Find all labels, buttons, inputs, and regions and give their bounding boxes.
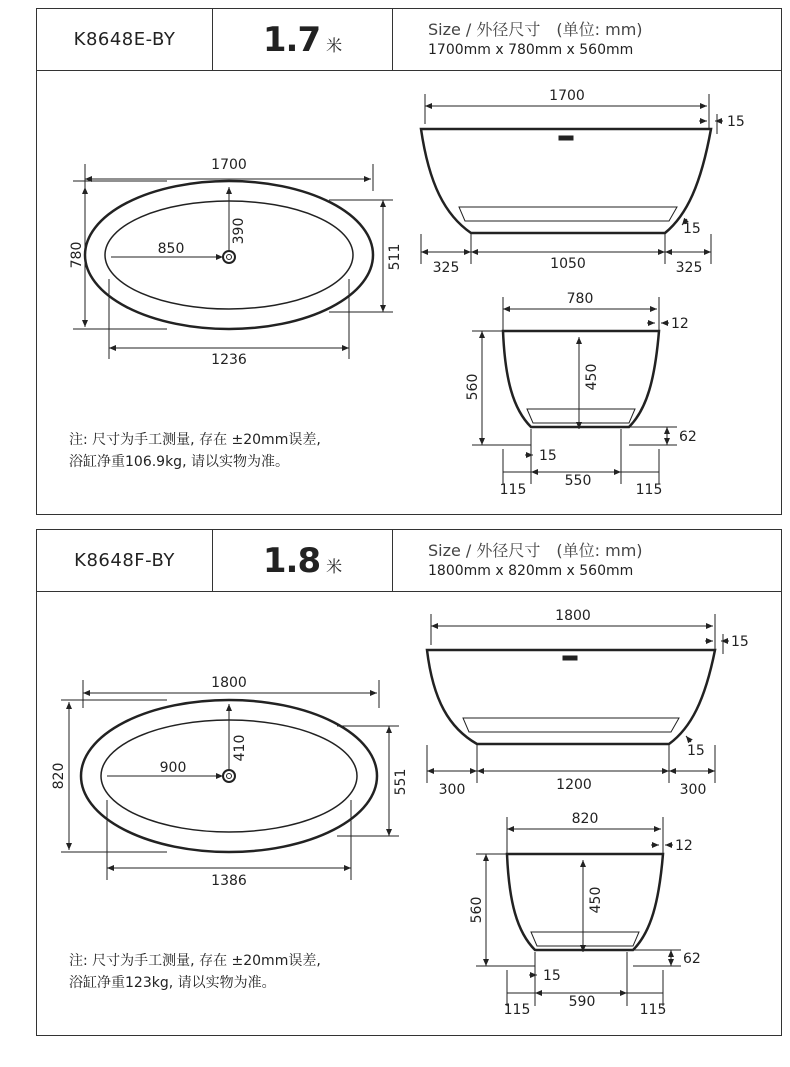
dim-side-middle: 1050: [550, 256, 586, 272]
product-panel-1: [36, 8, 782, 515]
model-number: K8648E-BY: [73, 29, 176, 50]
dim-end-rim: 12: [671, 316, 689, 332]
dim-drain-x: 850: [157, 241, 185, 257]
dim-side-right: 325: [675, 260, 703, 276]
dim-end-foot-height: 62: [679, 429, 697, 445]
dim-end-depth: 450: [584, 363, 600, 391]
note-line-2: 浴缸净重106.9kg, 请以实物为准。: [69, 454, 289, 470]
note-line-1: 注: 尺寸为手工测量, 存在 ±20mm误差,: [69, 953, 321, 969]
note-line-2: 浴缸净重123kg, 请以实物为准。: [69, 975, 276, 991]
dim-end-foot-gap: 15: [539, 448, 557, 464]
dim-end-height: 560: [469, 896, 485, 924]
dim-inner-width: 511: [387, 243, 403, 271]
length-unit: 米: [326, 36, 343, 55]
dim-end-middle: 550: [564, 473, 592, 489]
dim-side-length: 1700: [549, 88, 585, 104]
dim-side-left: 325: [432, 260, 460, 276]
length-value: 1.8: [262, 540, 321, 581]
end-view: [476, 817, 681, 1006]
product-panel-2: [36, 529, 782, 1036]
size-label: Size / 外径尺寸 (单位: mm): [428, 20, 643, 39]
dim-end-right: 115: [635, 482, 663, 498]
dim-side-right: 300: [679, 782, 707, 798]
dim-side-foot-gap: 15: [687, 743, 705, 759]
top-view: [73, 164, 393, 359]
model-number: K8648F-BY: [74, 550, 175, 571]
dim-end-left: 115: [499, 482, 527, 498]
length-unit: 米: [326, 557, 343, 576]
dim-side-middle: 1200: [556, 777, 592, 793]
dim-end-width: 820: [571, 811, 599, 827]
dim-end-depth: 450: [588, 886, 604, 914]
dim-end-right: 115: [639, 1002, 667, 1018]
note: [69, 950, 321, 994]
note: [69, 429, 321, 473]
dim-drain-y: 390: [231, 217, 247, 245]
dim-end-foot-height: 62: [683, 951, 701, 967]
dim-end-rim: 12: [675, 838, 693, 854]
dim-side-rim: 15: [731, 634, 749, 650]
dim-drain-x: 900: [159, 760, 187, 776]
dim-side-foot-gap: 15: [683, 221, 701, 237]
side-view: [427, 614, 729, 783]
dim-side-left: 300: [438, 782, 466, 798]
size-value: 1800mm x 820mm x 560mm: [428, 563, 634, 579]
dim-drain-y: 410: [232, 734, 248, 762]
dim-side-rim: 15: [727, 114, 745, 130]
size-label: Size / 外径尺寸 (单位: mm): [428, 541, 643, 560]
length-value: 1.7: [262, 19, 321, 60]
end-view: [472, 297, 677, 484]
dim-inner-length: 1236: [211, 352, 247, 368]
dim-top-width: 820: [51, 762, 67, 790]
size-value: 1700mm x 780mm x 560mm: [428, 42, 634, 58]
dim-end-width: 780: [566, 291, 594, 307]
dim-end-left: 115: [503, 1002, 531, 1018]
note-line-1: 注: 尺寸为手工测量, 存在 ±20mm误差,: [69, 432, 321, 448]
dim-side-length: 1800: [555, 608, 591, 624]
dim-top-width: 780: [69, 241, 85, 269]
side-view: [421, 94, 723, 264]
dim-inner-length: 1386: [211, 873, 247, 889]
dim-top-length: 1700: [211, 157, 247, 173]
dim-end-middle: 590: [568, 994, 596, 1010]
dim-end-foot-gap: 15: [543, 968, 561, 984]
dim-end-height: 560: [465, 373, 481, 401]
top-view: [61, 680, 399, 880]
dim-top-length: 1800: [211, 675, 247, 691]
dim-inner-width: 551: [393, 768, 409, 796]
